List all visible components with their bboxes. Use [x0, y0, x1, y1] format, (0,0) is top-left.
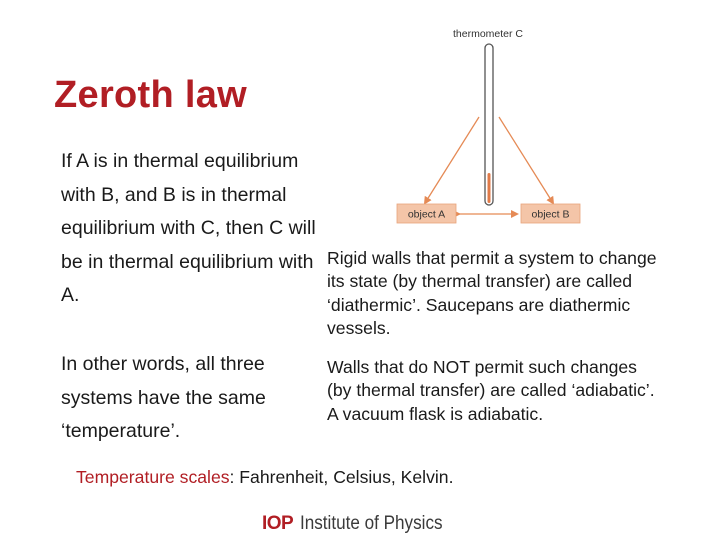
page-title: Zeroth law: [54, 74, 248, 116]
zeroth-law-statement: If A is in thermal equilibrium with B, and B is in thermal equilibrium with C, then C will be in thermal equilibrium with A.: [61, 150, 316, 307]
object-a-label: object A: [407, 208, 446, 221]
arrow-to-object-b: [499, 117, 553, 203]
temperature-scales: [76, 467, 453, 488]
iop-logo-mark: IOP: [262, 513, 294, 534]
diathermic-statement: Rigid walls that permit a system to change its state (by thermal transfer) are called ‘diathermic’. Saucepans are diathermic vessels.: [327, 248, 657, 338]
object-a-box: [397, 204, 456, 223]
thermometer-label: thermometer C: [453, 28, 524, 40]
institute-name: Institute of Physics: [300, 513, 443, 534]
vacuum-flask-note: A vacuum flask is adiabatic.: [327, 403, 544, 424]
arrow-to-object-a: [425, 117, 479, 203]
object-b-box: [521, 204, 580, 223]
object-b-label: object B: [531, 208, 570, 221]
iop-logo: [262, 510, 459, 538]
adiabatic-statement: [327, 356, 662, 426]
adiabatic-definition: Walls that do NOT permit such changes (by thermal transfer) are called ‘adiabatic’.: [327, 357, 655, 401]
temperature-scales-keyword: Temperature scales: [76, 467, 230, 487]
thermometer-icon: [485, 44, 493, 205]
temperature-scales-list: : Fahrenheit, Celsius, Kelvin.: [229, 467, 454, 487]
same-temperature-statement: In other words, all three systems have the same ‘temperature’.: [61, 353, 266, 443]
thermometer-diagram: [389, 25, 589, 235]
